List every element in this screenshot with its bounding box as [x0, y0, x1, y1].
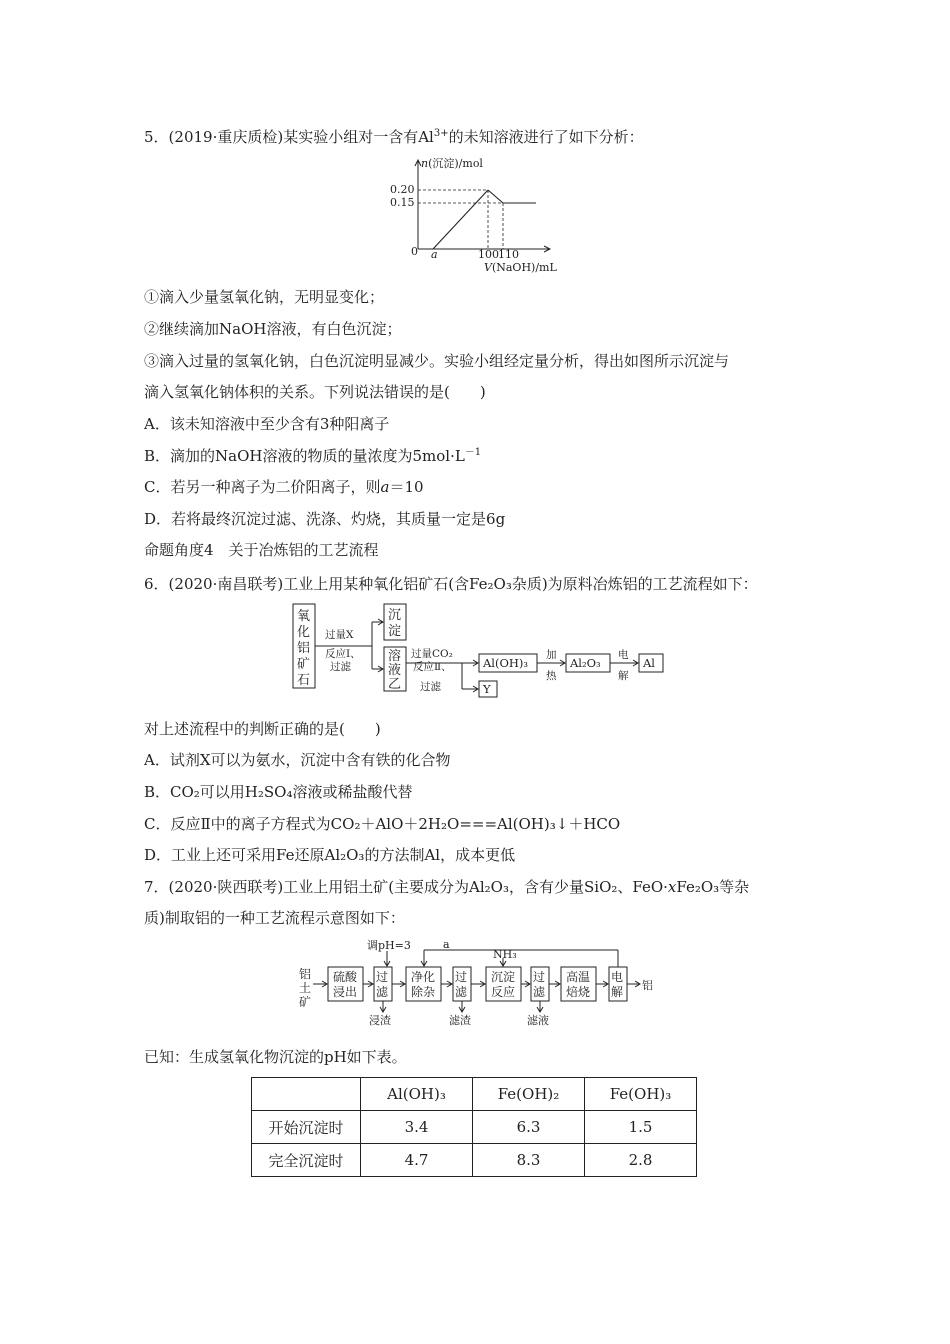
q6-step2-reagent: 过量CO₂ — [411, 648, 453, 660]
q7-filter2-c2: 滤 — [455, 985, 468, 999]
q7-nh3-label: NH₃ — [493, 948, 517, 961]
q5-ion-charge: 3+ — [433, 128, 449, 139]
q7-ph-table — [251, 1077, 697, 1177]
q5-step-2: ②继续滴加NaOH溶液，有白色沉淀； — [144, 320, 402, 338]
q7-out-filtrate: 滤液 — [527, 1014, 549, 1027]
q6-option-a: A．试剂X可以为氨水，沉淀中含有铁的化合物 — [144, 751, 451, 769]
q5-option-b: B．滴加的NaOH溶液的物质的量浓度为$5mol\cdot L^{-1}$ — [144, 447, 482, 465]
q6-flowchart — [290, 601, 690, 696]
table-header-cell: Fe(OH)₂ — [473, 1078, 585, 1111]
q7-precip-l2: 反应 — [491, 985, 516, 999]
table-header-cell: Fe(OH)₃ — [585, 1078, 697, 1111]
table-row — [252, 1144, 697, 1177]
q7-filter1-c2: 滤 — [376, 985, 389, 999]
q6-ore-c5: 石 — [297, 673, 311, 688]
q6-step1-reaction: 反应Ⅰ、 — [325, 648, 361, 660]
q7-filter3-c1: 过 — [533, 970, 546, 984]
q5-chart-origin: 0 — [411, 245, 418, 258]
q6-precip-c2: 淀 — [388, 624, 402, 639]
q6-aloh3-label: Al(OH)₃ — [483, 656, 529, 670]
q5-option-a: A．该未知溶液中至少含有3种阳离子 — [144, 415, 390, 433]
q7-out-filter-residue: 滤渣 — [449, 1014, 471, 1027]
q7-recycle-a: a — [443, 938, 450, 951]
table-header-cell: Al(OH)₃ — [361, 1078, 473, 1111]
q6-al-label: Al — [643, 656, 655, 670]
table-cell: 开始沉淀时 — [252, 1111, 361, 1144]
section-title: 命题角度4 关于冶炼铝的工艺流程 — [144, 541, 379, 559]
q6-heat-c2: 热 — [546, 670, 557, 682]
q6-precip-c1: 沉 — [388, 608, 402, 623]
q6-solution-c3: 乙 — [388, 677, 402, 692]
table-cell: 6.3 — [473, 1111, 585, 1144]
q7-stem-line2: 质)制取铝的一种工艺流程示意图如下： — [144, 909, 405, 927]
q7-acid-l2: 浸出 — [333, 985, 358, 999]
q6-ore-c3: 铝 — [297, 641, 311, 656]
q6-solution-c1: 溶 — [388, 649, 402, 664]
q7-ore-c2: 土 — [299, 981, 312, 995]
q7-stem-line1: 7．(2020·陕西联考)工业上用铝土矿(主要成分为Al₂O₃，含有少量SiO₂、FeO·xFe₂O₃等杂 — [144, 878, 750, 896]
q5-series-fall — [488, 190, 503, 203]
q6-option-d: D．工业上还可采用Fe还原Al₂O₃的方法制Al，成本更低 — [144, 846, 516, 864]
q6-y-label: Y — [483, 682, 491, 696]
table-cell: 4.7 — [361, 1144, 473, 1177]
q5-step-3: ③滴入过量的氢氧化钠，白色沉淀明显减少。实验小组经定量分析，得出如图所示沉淀与 — [144, 352, 730, 370]
table-cell: 3.4 — [361, 1111, 473, 1144]
q7-flowchart — [297, 938, 667, 1038]
q6-electro-c2: 解 — [618, 670, 629, 682]
q6-step1-reagent: 过量X — [325, 629, 354, 641]
q6-question: 对上述流程中的判断正确的是( ) — [144, 720, 381, 738]
q7-ore-c3: 矿 — [299, 995, 312, 1009]
q5-option-d: D．若将最终沉淀过滤、洗涤、灼烧，其质量一定是6g — [144, 510, 506, 528]
q7-roast-l1: 高温 — [566, 970, 591, 984]
q7-adjust-ph: 调pH=3 — [367, 939, 411, 952]
q7-product-label: 铝 — [642, 979, 653, 992]
q6-al2o3-label: Al₂O₃ — [570, 656, 601, 670]
q5-option-c: C．若另一种离子为二价阳离子，则a＝10 — [144, 478, 424, 496]
q7-precip-l1: 沉淀 — [491, 970, 516, 984]
table-cell: 8.3 — [473, 1144, 585, 1177]
q5-series-rise — [433, 190, 488, 249]
q5-chart-ytick-020: 0.20 — [390, 183, 415, 196]
table-cell: 2.8 — [585, 1144, 697, 1177]
q5-question: 滴入氢氧化钠体积的关系。下列说法错误的是( ) — [144, 383, 486, 401]
q6-option-b: B．CO₂可以用H₂SO₄溶液或稀盐酸代替 — [144, 783, 413, 801]
q6-solution-c2: 液 — [388, 663, 402, 678]
q5-step-1: ①滴入少量氢氧化钠，无明显变化； — [144, 288, 385, 306]
table-cell: 1.5 — [585, 1111, 697, 1144]
q6-step1-filter: 过滤 — [330, 661, 351, 673]
q7-filter1-c1: 过 — [376, 970, 389, 984]
q6-step2-filter: 过滤 — [420, 681, 441, 693]
q7-roast-l2: 焙烧 — [566, 985, 591, 999]
table-cell: 完全沉淀时 — [252, 1144, 361, 1177]
q5-chart-series — [433, 190, 536, 249]
q6-heat-c1: 加 — [546, 649, 557, 661]
q5-chart-xlabel: V(NaOH)/mL — [484, 261, 557, 274]
q7-filter2-c1: 过 — [455, 970, 468, 984]
q7-electro-c2: 解 — [611, 985, 624, 999]
q5-stem-tail: 的未知溶液进行了如下分析： — [448, 128, 644, 146]
q7-ore-c1: 铝 — [299, 967, 312, 981]
q5-chart — [388, 157, 588, 277]
q7-purify-l2: 除杂 — [411, 985, 436, 999]
q7-filter3-c2: 滤 — [533, 985, 546, 999]
q7-electro-c1: 电 — [611, 970, 624, 984]
q5-chart-xtick-110: 110 — [498, 248, 519, 261]
q7-out-leach-residue: 浸渣 — [369, 1014, 391, 1027]
q7-acid-l1: 硫酸 — [333, 970, 358, 984]
q6-electro-c1: 电 — [618, 649, 629, 661]
q6-ore-c2: 化 — [297, 625, 311, 640]
q5-chart-xtick-100: 100 — [478, 248, 499, 261]
q5-stem-head: 5．(2019·重庆质检)某实验小组对一含有Al — [144, 128, 434, 146]
q5-chart-xtick-a: a — [431, 248, 438, 261]
q6-step2-reaction: 反应Ⅱ、 — [413, 661, 452, 673]
q6-option-c: C．反应Ⅱ中的离子方程式为CO₂＋AlO＋2H₂O===Al(OH)₃↓＋HCO — [144, 815, 621, 833]
q6-ore-c4: 矿 — [297, 657, 311, 672]
q7-purify-l1: 净化 — [411, 970, 436, 984]
table-row — [252, 1111, 697, 1144]
q5-stem — [144, 127, 644, 147]
q7-known: 已知：生成氢氧化物沉淀的pH如下表。 — [144, 1048, 407, 1066]
q6-stem: 6．(2020·南昌联考)工业上用某种氧化铝矿石(含Fe₂O₃杂质)为原料冶炼铝的工艺流程如下： — [144, 575, 758, 593]
q5-chart-axes — [415, 160, 550, 252]
q5-chart-ytick-015: 0.15 — [390, 196, 415, 209]
q6-ore-c1: 氧 — [297, 609, 311, 624]
q5-chart-ylabel: n(沉淀)/mol — [421, 157, 483, 170]
table-header-cell — [252, 1078, 361, 1111]
table-header-row — [252, 1078, 697, 1111]
